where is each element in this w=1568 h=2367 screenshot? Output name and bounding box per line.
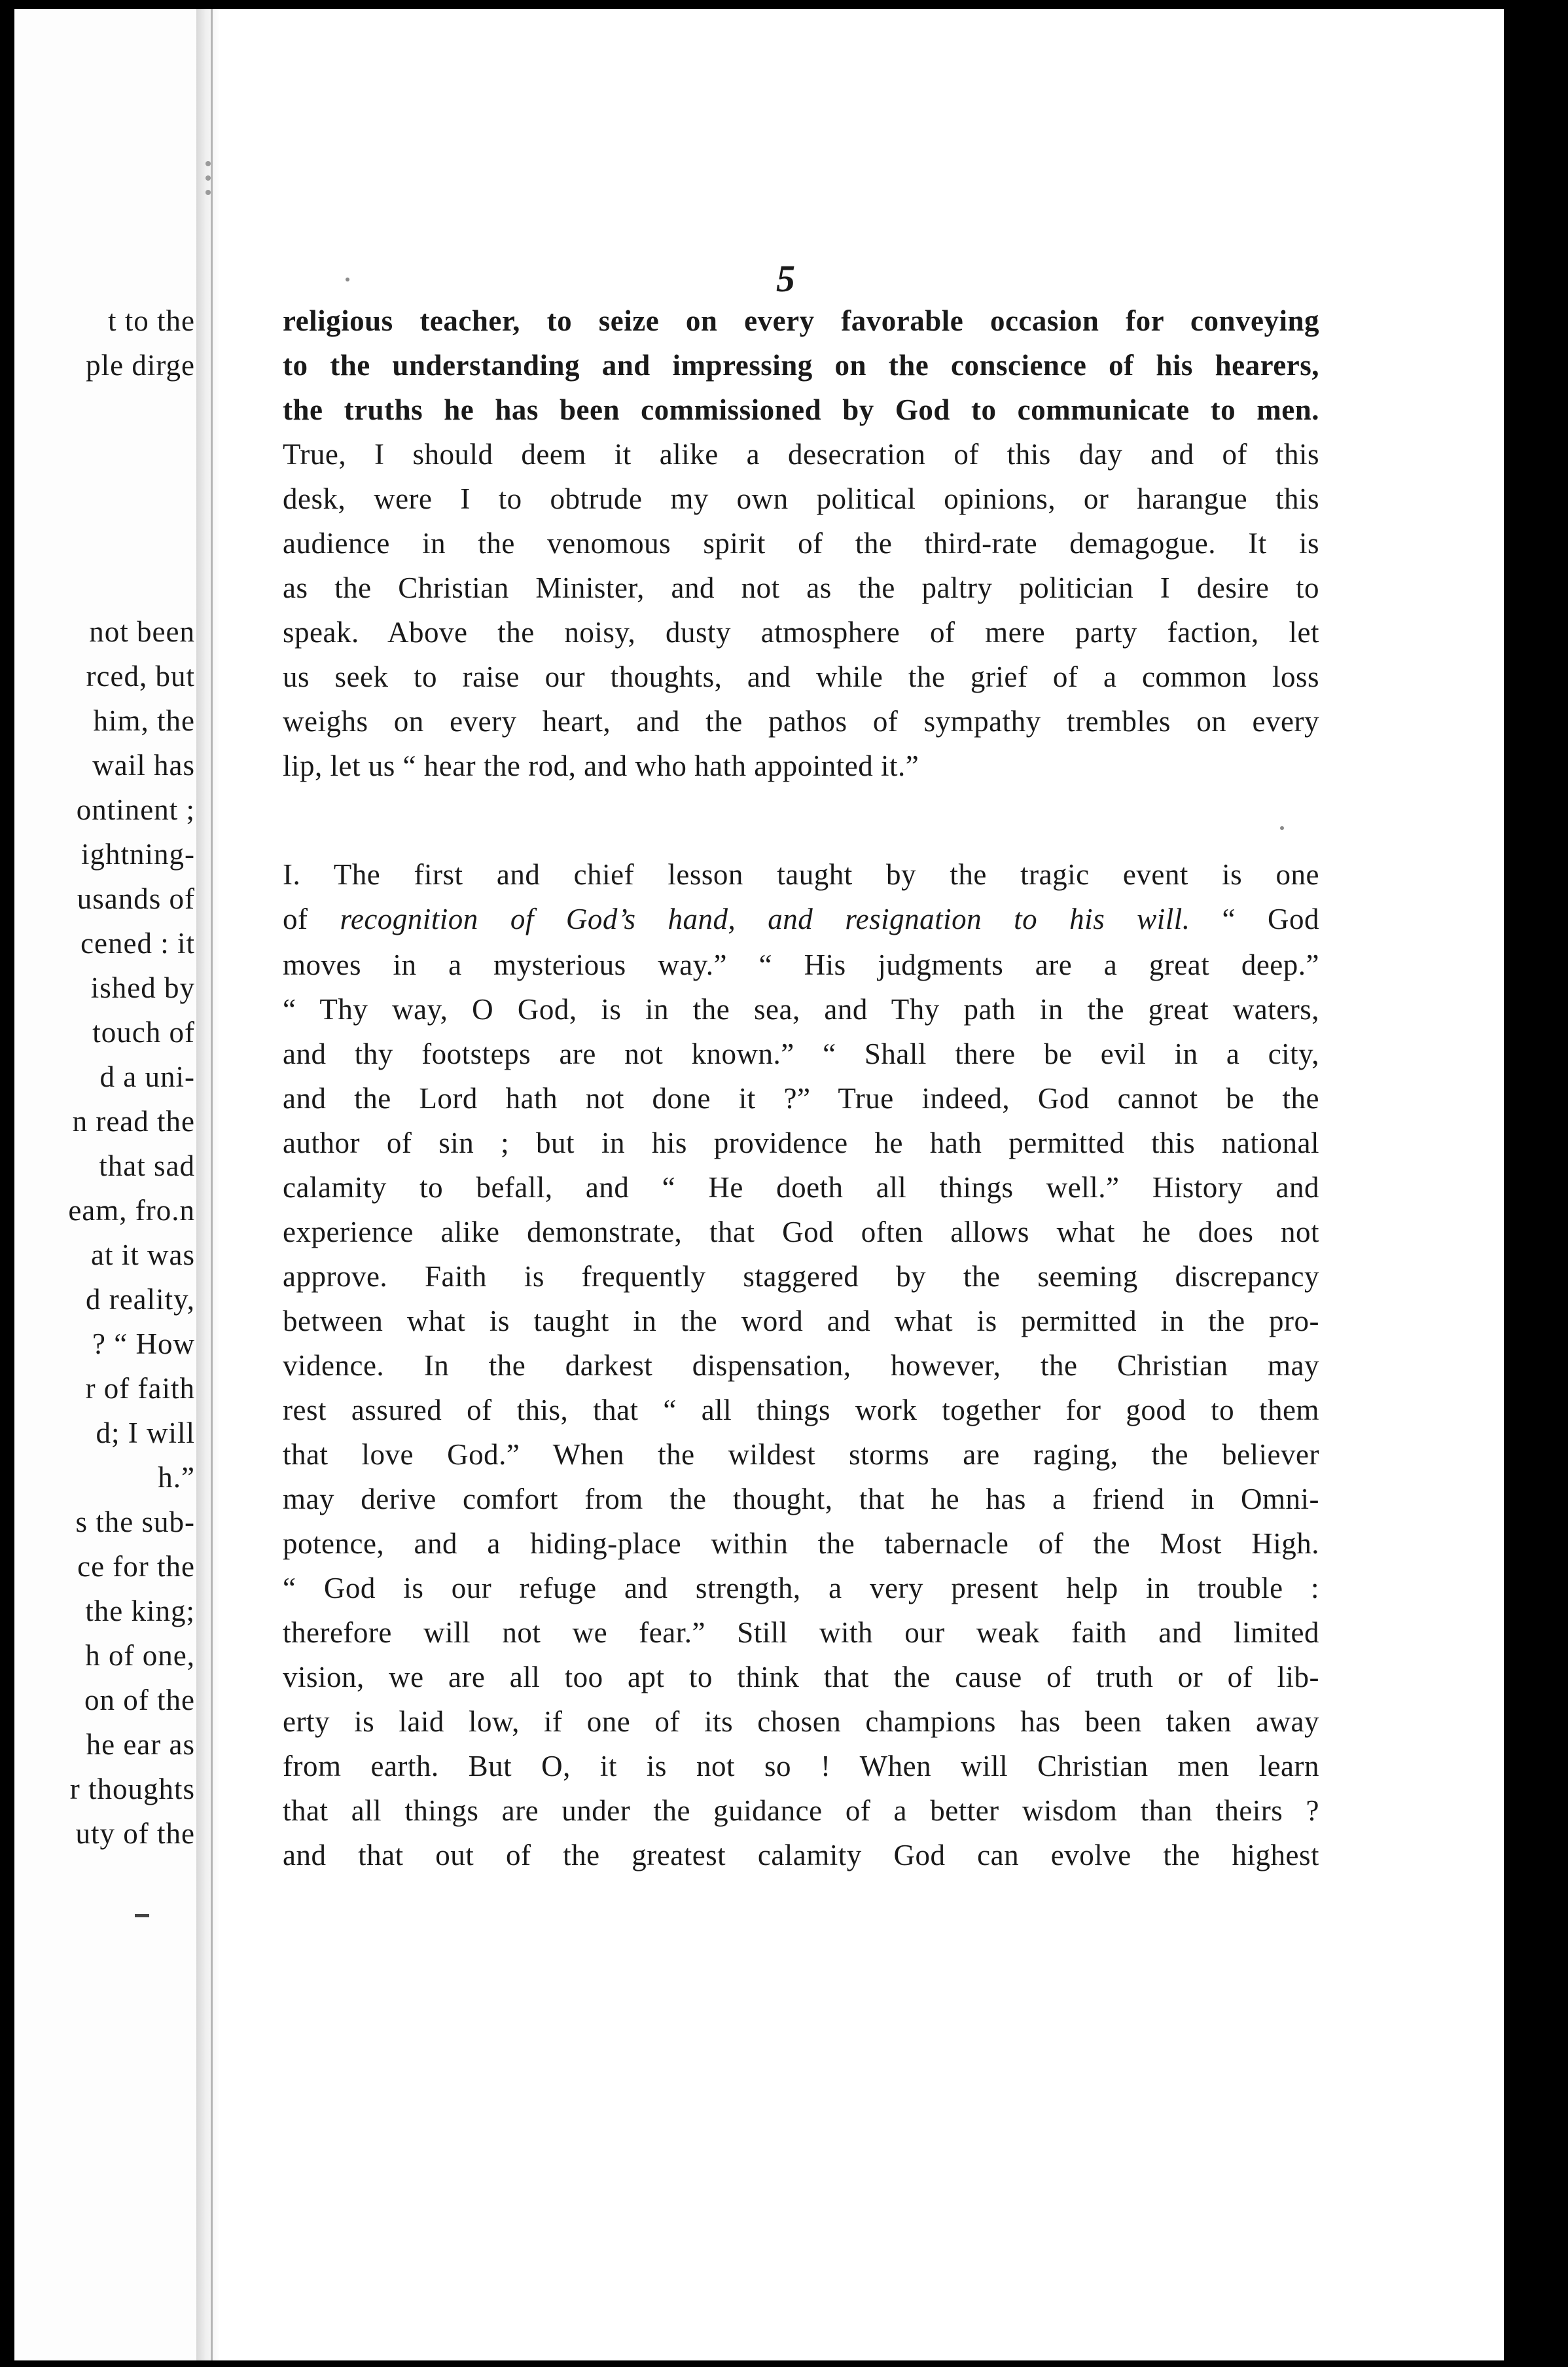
fragment-line: ished by xyxy=(90,971,195,1004)
fragment-line: he ear as xyxy=(86,1728,195,1761)
fragment-line: ? “ How xyxy=(92,1328,195,1360)
fragment-line: ple dirge xyxy=(86,349,195,382)
paragraph-2-line: “ Thy way, O God, is in the sea, and Thy path in the great waters, xyxy=(283,993,1319,1026)
fragment-line: the king; xyxy=(85,1595,195,1627)
fragment-line: h of one, xyxy=(85,1639,195,1672)
fragment-line: s the sub- xyxy=(75,1506,195,1538)
paragraph-1-line: as the Christian Minister, and not as the paltry politician I desire to xyxy=(283,571,1319,604)
paragraph-1-line: True, I should deem it alike a desecration of this day and of this xyxy=(283,438,1319,471)
paragraph-2-line: approve. Faith is frequently staggered by the seeming discrepancy xyxy=(283,1260,1319,1293)
binding-hole xyxy=(205,175,211,181)
fragment-line: not been xyxy=(89,615,195,648)
paragraph-2-line: experience alike demonstrate, that God often allows what he does not xyxy=(283,1216,1319,1248)
fragment-line: rced, but xyxy=(86,660,195,693)
paragraph-2-line: and thy footsteps are not known.” “ Shall there be evil in a city, xyxy=(283,1038,1319,1070)
paragraph-2-line: and that out of the greatest calamity God can evolve the highest xyxy=(283,1839,1319,1871)
paragraph-2-line: between what is taught in the word and what is permitted in the pro- xyxy=(283,1305,1319,1337)
book-gutter xyxy=(196,9,220,2360)
fragment-line: on of the xyxy=(84,1684,195,1716)
paragraph-2-line: “ God is our refuge and strength, a very present help in trouble : xyxy=(283,1572,1319,1604)
paragraph-2-line: rest assured of this, that “ all things work together for good to them xyxy=(283,1394,1319,1426)
paragraph-2-line: vision, we are all too apt to think that the cause of truth or of lib- xyxy=(283,1661,1319,1693)
paragraph-1-line: speak. Above the noisy, dusty atmosphere of mere party faction, let xyxy=(283,616,1319,649)
line-suffix: “ God xyxy=(1222,903,1319,935)
paragraph-2-line: moves in a mysterious way.” “ His judgments are a great deep.” xyxy=(283,949,1319,981)
page-speck xyxy=(1280,826,1284,830)
scan-border-top xyxy=(0,0,1568,9)
italic-emphasis: recognition of God’s hand, and resignation to his will. xyxy=(340,903,1190,935)
fragment-line: ce for the xyxy=(77,1550,195,1583)
paragraph-2-line: that love God.” When the wildest storms are raging, the believer xyxy=(283,1438,1319,1471)
scan-border-left xyxy=(0,0,14,2367)
fragment-line: d a uni- xyxy=(99,1060,195,1093)
fragment-line: that sad xyxy=(99,1149,195,1182)
paragraph-2-line: therefore will not we fear.” Still with our weak faith and limited xyxy=(283,1616,1319,1649)
paragraph-2-line: calamity to befall, and “ He doeth all things well.” History and xyxy=(283,1171,1319,1204)
line-prefix: of xyxy=(283,903,308,935)
page-number: 5 xyxy=(776,257,795,300)
fragment-line: cened : it xyxy=(80,927,195,960)
paragraph-1-line: lip, let us “ hear the rod, and who hath appointed it.” xyxy=(283,750,919,782)
paragraph-2-line: vidence. In the darkest dispensation, however, the Christian may xyxy=(283,1349,1319,1382)
paragraph-2-line: erty is laid low, if one of its chosen champions has been taken away xyxy=(283,1705,1319,1738)
fragment-line: uty of the xyxy=(75,1817,195,1850)
paragraph-1-line: desk, were I to obtrude my own political opinions, or harangue this xyxy=(283,482,1319,515)
paragraph-2-line: potence, and a hiding-place within the tabernacle of the Most High. xyxy=(283,1527,1319,1560)
fragment-line: him, the xyxy=(93,704,195,737)
paragraph-2-line: author of sin ; but in his providence he hath permitted this national xyxy=(283,1127,1319,1159)
fragment-line: at it was xyxy=(91,1238,195,1271)
paragraph-1-line: weighs on every heart, and the pathos of sympathy trembles on every xyxy=(283,705,1319,738)
scan-border-bottom xyxy=(0,2360,1568,2367)
paragraph-1-line: audience in the venomous spirit of the third-rate demagogue. It is xyxy=(283,527,1319,560)
fragment-line: h.” xyxy=(158,1461,195,1494)
fragment-line: n read the xyxy=(72,1105,195,1138)
paragraph-2-line: and the Lord hath not done it ?” True indeed, God cannot be the xyxy=(283,1082,1319,1115)
fragment-line: r of faith xyxy=(85,1372,195,1405)
binding-hole xyxy=(205,161,211,166)
paragraph-1-line: us seek to raise our thoughts, and while the grief of a common loss xyxy=(283,660,1319,693)
fragment-line: usands of xyxy=(77,882,195,915)
gutter-fold-line xyxy=(211,9,213,2360)
fragment-line: ightning- xyxy=(81,838,195,871)
fragment-line: eam, fro.n xyxy=(68,1194,195,1227)
fragment-line: t to the xyxy=(108,304,195,337)
paragraph-2-line: may derive comfort from the thought, that he has a friend in Omni- xyxy=(283,1483,1319,1515)
page-speck xyxy=(346,278,349,281)
fragment-line: d; I will xyxy=(96,1417,195,1449)
fragment-line: touch of xyxy=(92,1016,195,1049)
binding-hole xyxy=(205,190,211,195)
paragraph-2-line: that all things are under the guidance of a better wisdom than theirs ? xyxy=(283,1794,1319,1827)
paragraph-2-line-2 xyxy=(283,897,1319,941)
scan-border-right xyxy=(1504,0,1568,2367)
paragraph-1-line: the truths he has been commissioned by God to communicate to men. xyxy=(283,393,1319,426)
fragment-line: d reality, xyxy=(85,1283,195,1316)
fragment-dash-mark xyxy=(135,1914,149,1917)
facing-page-fragment xyxy=(14,9,203,2360)
fragment-line: r thoughts xyxy=(69,1773,195,1805)
fragment-line: ontinent ; xyxy=(76,793,195,826)
fragment-line: wail has xyxy=(92,749,195,782)
paragraph-1-line: to the understanding and impressing on the conscience of his hearers, xyxy=(283,349,1319,382)
paragraph-1-line: religious teacher, to seize on every favorable occasion for conveying xyxy=(283,304,1319,337)
paragraph-2-line-1: I. The first and chief lesson taught by the tragic event is one xyxy=(283,858,1319,891)
paragraph-2-line: from earth. But O, it is not so ! When will Christian men learn xyxy=(283,1750,1319,1782)
